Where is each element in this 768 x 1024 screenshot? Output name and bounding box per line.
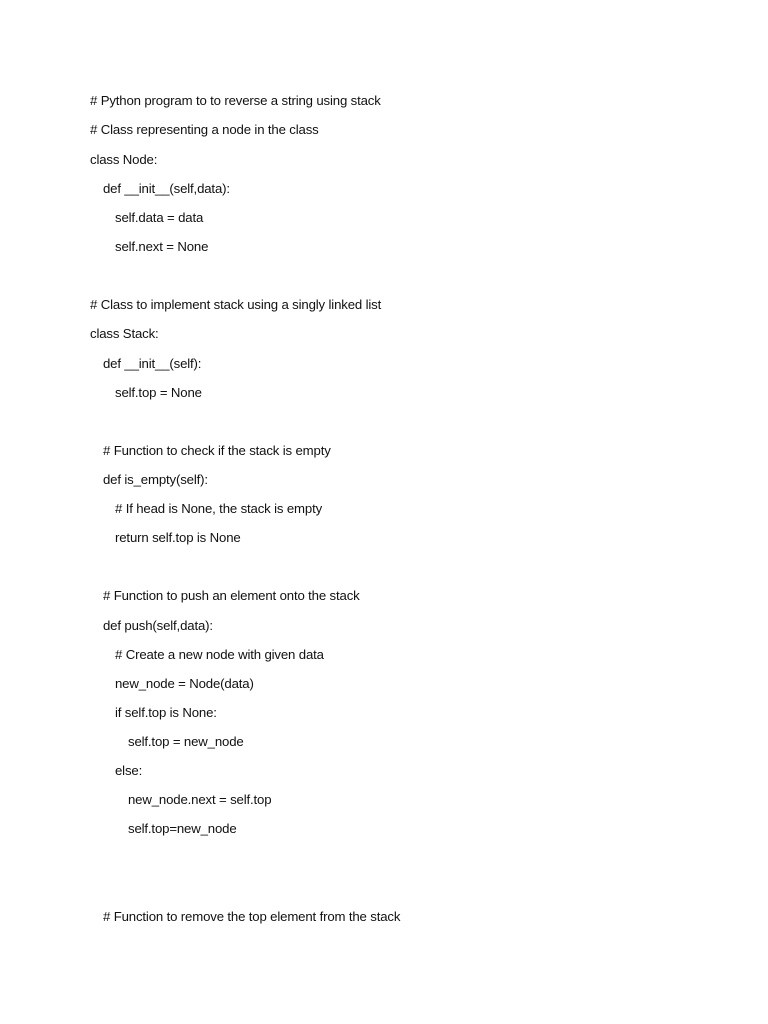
code-line-self-data: self.data = data (115, 210, 204, 225)
code-line-comment-stack-class: # Class to implement stack using a singly linked list (90, 297, 382, 312)
code-line-comment-node-class: # Class representing a node in the class (90, 122, 319, 137)
code-line-class-node: class Node: (90, 152, 158, 167)
code-line-def-is-empty: def is_empty(self): (103, 472, 208, 487)
code-line-def-push: def push(self,data): (103, 618, 213, 633)
code-line-comment-title: # Python program to to reverse a string using stack (90, 93, 381, 108)
code-line-self-top-none: self.top = None (115, 385, 202, 400)
code-line-comment-push: # Function to push an element onto the stack (103, 588, 360, 603)
code-line-node-init: def __init__(self,data): (103, 181, 230, 196)
code-line-self-next: self.next = None (115, 239, 209, 254)
code-line-comment-pop: # Function to remove the top element from the stack (103, 909, 401, 924)
code-line-comment-is-empty: # Function to check if the stack is empty (103, 443, 331, 458)
code-line-top-equals-new-node: self.top=new_node (128, 821, 237, 836)
code-line-class-stack: class Stack: (90, 326, 159, 341)
code-line-stack-init: def __init__(self): (103, 356, 202, 371)
code-line-comment-head-none: # If head is None, the stack is empty (115, 501, 323, 516)
code-line-return-top-none: return self.top is None (115, 530, 241, 545)
code-line-new-node-assign: new_node = Node(data) (115, 676, 254, 691)
code-line-if-top-none: if self.top is None: (115, 705, 217, 720)
code-line-top-new-node: self.top = new_node (128, 734, 244, 749)
code-line-new-node-next: new_node.next = self.top (128, 792, 272, 807)
code-line-comment-new-node: # Create a new node with given data (115, 647, 324, 662)
code-line-else: else: (115, 763, 143, 778)
